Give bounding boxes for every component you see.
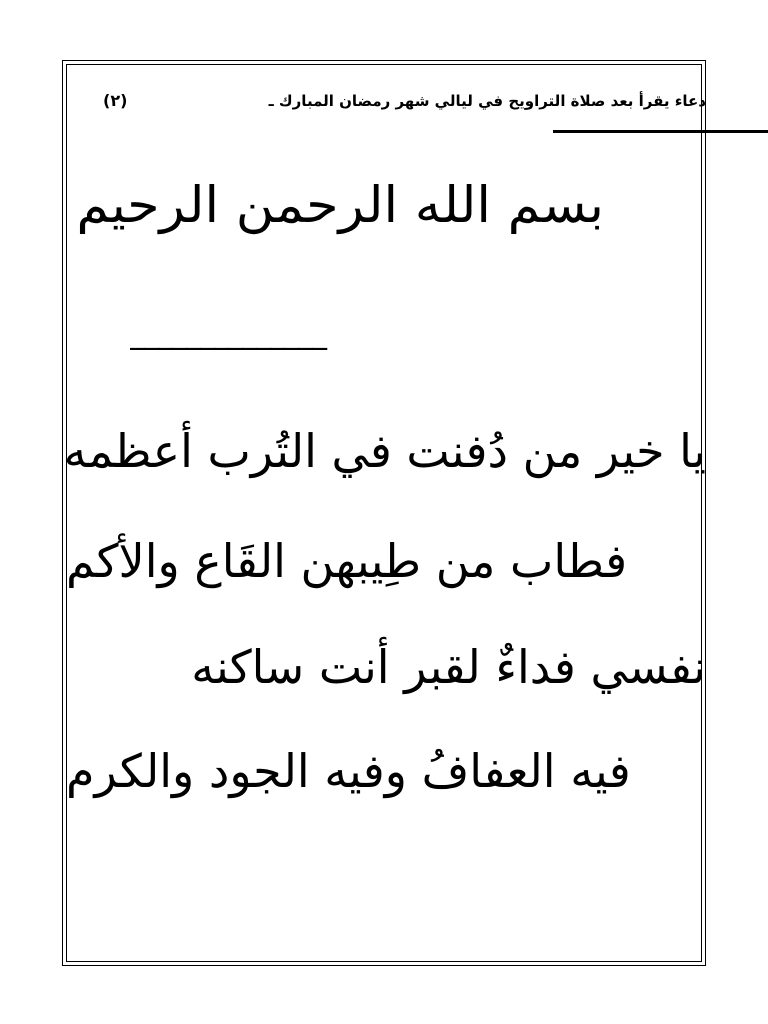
verse-line: فيه العفافُ وفيه الجود والكرم xyxy=(66,744,631,798)
header-underline xyxy=(553,130,768,133)
divider-line: ______________ xyxy=(130,316,326,351)
verse-line: نفسي فداءٌ لقبر أنت ساكنه xyxy=(191,640,706,694)
verse-line: فطاب من طِيبهن القَاع والأكم xyxy=(66,534,628,588)
header-page-number: (٢) xyxy=(103,91,128,110)
verse-line: يا خير من دُفنت في التُرب أعظمه xyxy=(63,424,706,478)
header-title: دعاء يقرأ بعد صلاة التراويح في ليالي شهر رمضان المبارك ـ xyxy=(268,92,706,110)
basmala-heading: بسم الله الرحمن الرحيم xyxy=(76,176,604,234)
